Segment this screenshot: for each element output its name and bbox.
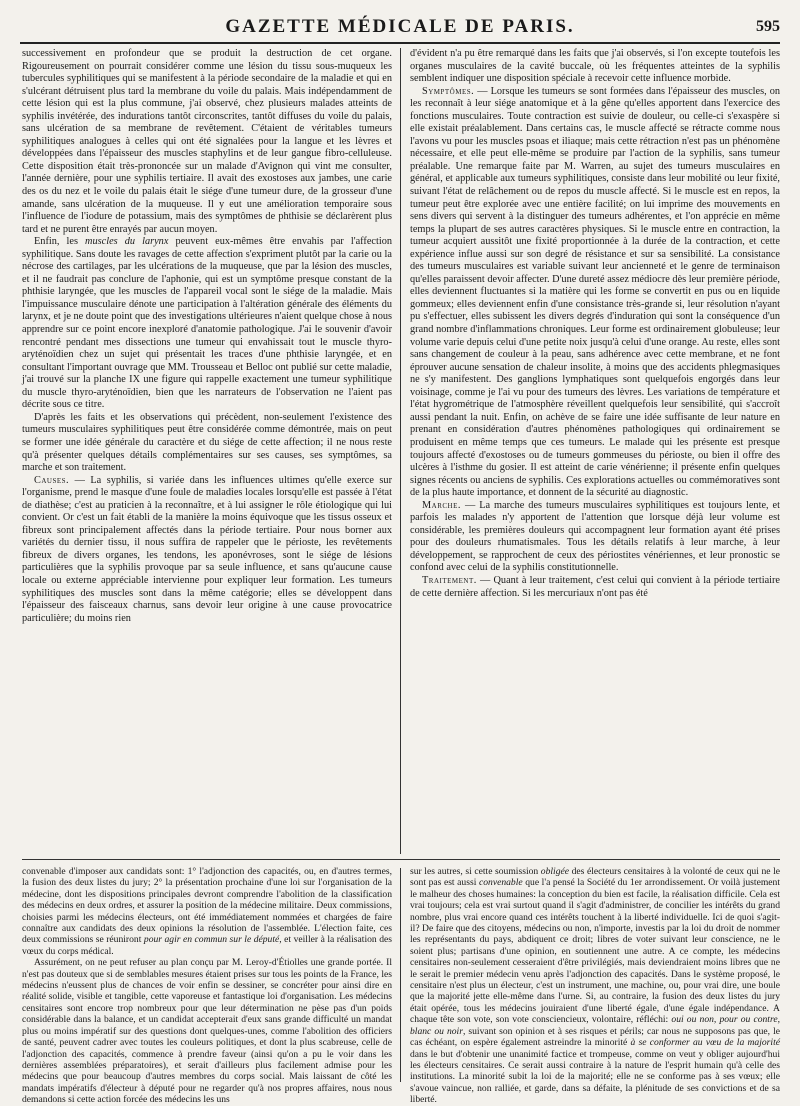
paragraph <box>22 236 392 412</box>
text-run: Enfin, les <box>34 236 78 248</box>
text-run: , suivant son opinion et à ses risques et périls; car nous ne supposons pas que, le cas échéant, on espère également astreindre la minorité <box>410 1025 780 1049</box>
section-heading-traitement: Traitement. <box>422 574 477 586</box>
text-run: dans le but d'obtenir une unanimité factice et trompeuse, comme on veut y obliger aujourd'hui les électeurs censitaires. Ce serait aussi contraire à la nature de l'esprit humain qu'à celle des institutions. La minorité subit la loi de la majorité; elle ne se conforme pas à ses vœux; elle s'avoue vaincue, non ralliée, et garde, dans sa défaite, la plénitude de ses convictions et de sa liberté. <box>410 1048 780 1106</box>
paragraph <box>410 575 780 600</box>
page-header <box>20 12 780 44</box>
text-run: sur les autres, si cette soumission <box>410 866 539 877</box>
feuilleton-column-left <box>22 866 392 1106</box>
feuilleton-column-right <box>410 866 781 1106</box>
emphasis-text: à se conformer au vœu de la majorité <box>630 1037 780 1049</box>
text-run: des électeurs censitaires à la volonté de ceux qui ne le sont pas est aussi <box>410 866 780 889</box>
emphasis-text: oui ou non, pour ou contre, blanc ou noir <box>410 1014 781 1037</box>
paragraph <box>22 475 392 626</box>
paragraph: D'après les faits et les observations qui précèdent, non-seulement l'existence des tumeurs musculaires syphilitiques peut être considérée comme démontrée, mais on peut se former une idée générale du caractère et du siége de cette affection; il ne nous reste qu'à présenter quelques détails complémentaires sur ses causes, ses symptômes, sa marche et son traitement. <box>22 411 392 474</box>
emphasis-text: muscles du larynx <box>85 236 169 248</box>
section-heading-symptomes: Symptômes. <box>422 85 475 97</box>
text-run: — Lorsque les tumeurs se sont formées dans l'épaisseur des muscles, on les reconnaît à leur siége anatomique et à la gêne qu'elles apportent dans l'exercice des fonctions musculaires. Toute contraction est suivie de douleur, ou celle-ci s'exaspère si elle existait préalablement. Dans certains cas, le muscle affecté se rétracte comme nous l'avons vu pour les muscles psoas et iliaque; mais cette rétraction n'est pas un phénomène nécessaire, et elle peut elle-même se produire par l'action de la syphilis, sans tumeur préalable. Une remarque faite par M. Warren, au sujet des tumeurs musculaires en général, et applicable aux tumeurs syphilitiques, consiste dans leur mobilité ou leur fixité, suivant l'état de relâchement ou de repos du muscle affecté. Si le muscle est en repos, la tumeur peut être explorée avec une entière facilité; on lui imprime des mouvements en sens divers qui servent à la distinguer des tumeurs adhérentes, et l'on apprécie en même temps la plupart de ses autres caractères physiques. Si le muscle entre en contraction, la tumeur acquiert aussitôt une fixité proportionnée à la durée de la contraction, et cette expérience influe aussi sur son degré de résistance et sur sa sensibilité. La consistance des tumeurs musculaires est variable suivant leur ancienneté et le genre de terminaison qu'elles paraissent devoir affecter. D'une dureté assez médiocre dès leur première période, elles deviennent fluctuantes si la matière qui les forme se convertit en pus ou en liquide gommeux; elles deviennent enfin d'une consistance très-grande si, leur résolution n'ayant pu s'effectuer, elles subissent les divers degrés d'induration qui sont la conséquence d'un grand nombre d'inflammations chroniques. Leur forme est ordinairement globuleuse; leur volume varie depuis celui d'une petite noix jusqu'à celui d'une orange. Au reste, elles sont sans changement de couleur à la peau, sans adhérence avec cette membrane, et ne font éprouver aucune sensation de chaleur insolite, à moins que des accidents phlegmasiques ne s'y manifestent. Des ganglions lymphatiques sont quelquefois engorgés dans leur voisinage, comme je l'ai vu pour des tumeurs des lèvres. Les variations de température et l'état hygrométrique de l'atmosphère réveillent quelquefois leur sensibilité, qui s'accroît aussi pendant la nuit. Enfin, on achève de se faire une idée suffisante de leur nature en prenant en considération d'autres phénomènes pathologiques qui ordinairement se produisent en même temps que ces tumeurs. Le malade qui les présente est presque toujours affecté d'exostoses ou de tumeurs gommeuses du périoste, ou bien il offre des ulcères à l'isthme du gosier. Il est atteint de carie vénérienne; il présente enfin quelques signes récents ou anciens de syphilis. Ces explorations actuelles ou commémoratives sont de la plus haute importance, et donnent de la sécurité au diagnostic. <box>410 85 780 499</box>
emphasis-text: convenable <box>478 877 523 889</box>
text-run: — Quant à leur traitement, c'est celui qui convient à la période tertiaire de cette dernière affection. Si les mercuriaux n'ont pas été <box>410 574 781 599</box>
text-run: — La syphilis, si variée dans les influences ultimes qu'elle exerce sur l'organisme, prend le masque d'une foule de maladies locales lorsqu'elle est passée à l'état de diathèse; c'est au praticien à la reconnaître, et à lui assigner le rôle étiologique qui lui convient. Or c'est un fait établi de la manière la moins équivoque que les tissus osseux et fibreux sont principalement affectés dans la période tertiaire. Pour nous borner aux variétés du dernier tissu, il nous suffira de rappeler que le périoste, les revêtements fibreux de divers organes, les tendons, les aponévroses, sont le siége de lésions particulières que la syphilis provoque par sa seule influence, et sans qu'aucune cause locale ou externe appréciable intervienne pour expliquer leur formation. Les tumeurs syphilitiques des muscles sont dans la même catégorie; elles se développent dans l'épaisseur des faisceaux charnus, sans devoir leur origine à une cause provocatrice particulière; du moins rien <box>22 474 392 624</box>
article-column-right <box>410 48 780 854</box>
emphasis-text: pour agir en commun sur le député <box>143 934 280 946</box>
text-run: que l'a pensé la Société du 1er arrondissement. Or voilà justement le malheur des choses humaines: la conception du bien est facile, la réalisation difficile. Cela est vrai toujours; cela est vrai surtout quand il s'agit d'administrer, de concilier les intérêts du grand nombre, plus vrai encore quand ces intérêts touchent à la liberté individuelle. Ici de quoi s'agit-il? De faire que des citoyens, médecins ou non, n'importe, investis par la loi du droit de nommer les représentants du pays, abdiquent ce droit; libres de voter suivant leur conscience, ne le soient plus; partisans d'une opinion, en soutiennent une autre. A ce compte, les médecins censitaires non-seulement cesseraient d'être privilégiés, mais deviendraient moins libres que ne le serait le premier médecin venu après l'adjonction des capacités. Dans le système proposé, le censitaire n'est plus un électeur, c'est un instrument, une machine, ou, pour vrai dire, une boule que la majorité jette elle-même dans l'urne. Si, au contraire, la fusion des deux listes du jury était opérée, tous les médecins jouiraient d'une liberté égale, d'une égale indépendance. A chaque tête son vote, son vote consciencieux, volontaire, réfléchi: <box>410 877 781 1026</box>
paragraph <box>22 866 392 957</box>
text-run: — La marche des tumeurs musculaires syphilitiques est toujours lente, et parfois les malades n'y apportent de l'attention que lorsque déjà leur volume est considérable, les premières douleurs qui accompagnent leur formation ayant été prises pour des douleurs rhumatismales. Tous les détails relatifs à leur marche, à leur développement, se rapprochent de ceux des périostites vénériennes, et leur pronostic se confond avec celui de la syphilis constitutionnelle. <box>410 499 780 574</box>
paragraph <box>410 500 780 575</box>
paragraph <box>410 86 780 500</box>
text-run: convenable d'imposer aux candidats sont: 1° l'adjonction des capacités, ou, en d'autres termes, la fusion des deux listes du jury; 2° la présentation prochaine d'une loi sur l'organisation de la médecine, dont les dispositions principales devront comprendre l'abolition de la classification des médecins en deux ordres, et assurer la position de la médecine militaire. Deux commissions, choisies parmi les médecins électeurs, ont été immédiatement nommées et chargées de faire connaître aux candidats des deux opinions la résolution de l'assemblée. L'élection faite, ces deux commissions se réuniront <box>22 866 392 946</box>
paragraph <box>410 866 780 1106</box>
section-heading-marche: Marche. <box>422 499 461 511</box>
paragraph: d'évident n'a pu être remarqué dans les faits que j'ai observés, si l'on excepte toutefois les organes musculaires de la cavité buccale, où les fréquentes atteintes de la syphilis semblent indiquer une disposition spéciale à recevoir cette influence morbide. <box>410 48 780 85</box>
emphasis-text: obligée <box>540 866 570 877</box>
column-divider <box>400 868 401 1082</box>
text-run: , et veiller à la réalisation des vœux du corps médical. <box>22 934 392 957</box>
paragraph: successivement en profondeur que se produit la destruction de cet organe. Rigoureusement on pourrait considérer comme une lésion du tissu sous-muqueux les tubercules syphilitiques qui se manifestent à la période secondaire de la maladie et qui en s'ulcérant détruisent plus tard la membrane du voile du palais. Mais indépendamment de cette lésion qui est la plus commune, j'ai observé, chez plusieurs malades atteints de syphilis invétérée, des indurations tantôt circonscrites, tantôt diffuses du voile du palais, sans ulcération de sa membrane de revêtement. C'étaient de véritables tumeurs syphilitiques analogues à celles qui ont été signalées pour la langue et les lèvres et développées dans l'épaisseur des muscles staphylins et de leur gangue fibro-celluleuse. Cette disposition était très-prononcée sur un malade d'Avignon qui vint me consulter, l'année dernière, pour une syphilis tertiaire. Il avait des exostoses aux jambes, une carie des os du nez et le voile du palais était le siége d'une tumeur dure, de la grosseur d'une amande, sans ulcération de la muqueuse. Il y eut une amélioration temporaire sous l'influence de l'iodure de potassium, mais des symptômes de phthisie se déclarèrent plus tard et ne purent être enrayés par aucun moyen. <box>22 48 392 235</box>
column-divider <box>400 48 401 854</box>
section-divider <box>22 859 780 860</box>
article-column-left <box>22 48 392 854</box>
section-heading-causes: Causes. <box>34 474 70 486</box>
journal-title: GAZETTE MÉDICALE DE PARIS. <box>225 16 575 37</box>
paragraph: Assurément, on ne peut refuser au plan conçu par M. Leroy-d'Étiolles une grande portée. Il n'est pas douteux que si de semblables mesures étaient prises sur tous les points de la France, les médecins n'eussent plus de chances de voir enfin se dessiner, se concréter pour ainsi dire en réalité solide, visible et tangible, cette vaporeuse et fantastique loi d'organisation. Les médecins censitaires sont encore trop nombreux pour que leur détermination ne pèse pas d'un poids considérable dans la balance, et un candidat accepterait d'eux sans grande difficulté un mandat plus ou moins impératif sur des questions dont quelques-unes, comme l'abolition des officiers de santé, peuvent cadrer avec toutes les couleurs politiques, et dont la plus scabreuse, celle de l'adjonction des capacités, commence à prendre faveur (ainsi qu'on a pu le voir dans les dernières assemblées préparatoires), et serait d'ailleurs plus facilement admise pour les médecins que pour beaucoup d'autres membres du corps social. Mais laissant de côté les mandats impératifs d'électeur à député pour ne regarder qu'à nos propres affaires, nous nous demandons si cette action forcée des médecins les uns <box>22 957 392 1106</box>
text-run: peuvent eux-mêmes être envahis par l'affection syphilitique. Sans doute les ravages de cette affection s'expriment plutôt par la carie ou la nécrose des cartilages, par les ulcérations de la muqueuse, que par la lésion des muscles, et il ne faudrait pas conclure de l'aphonie, qui est un symptôme presque constant de la phthisie laryngée, que les muscles de l'appareil vocal sont le siége de la maladie. Mais l'impuissance musculaire dénote une participation à l'altération générale des éléments du larynx, et je ne doute point que des investigations ultérieures n'aient quelque chose à nous apprendre sur ce point encore inexploré d'anatomie pathologique. J'ai le souvenir d'avoir rencontré pendant mes dissections une tumeur qui envahissait tout le muscle thyro-aryténoïdien chez un sujet qui présentait les traces d'une phthisie laryngée, et en consultant l'important ouvrage que MM. Trousseau et Belloc ont publié sur cette maladie, j'ai trouvé sur la planche IX une figure qui rappelle exactement une tumeur syphilitique du muscle thyro-aryténoïdien, bien que les narrateurs de l'observation ne l'aient pas décrite sous ce titre. <box>22 236 393 411</box>
page-number: 595 <box>756 18 780 35</box>
